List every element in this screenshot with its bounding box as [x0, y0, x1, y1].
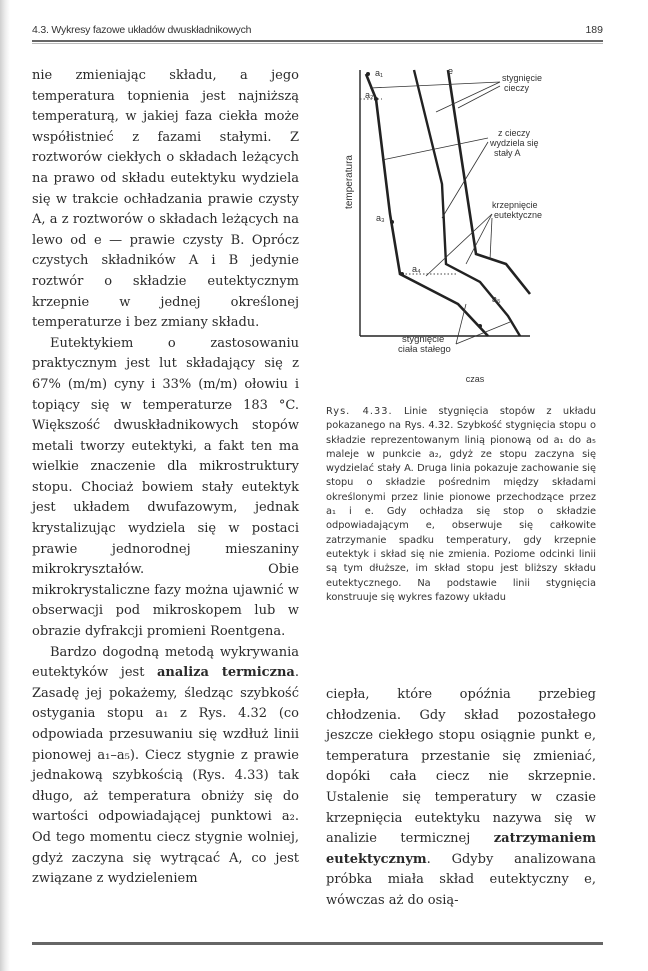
right-paragraph-start: ciepła, które opóźnia przebieg chłodzenia. Gdy skład pozostałego jeszcze ciekłego stopu osiągnie punkt e, temperatura przestanie się zmieniać, dopóki cała ciecz nie skrzepnie. Ustalenie się temperatury w czasie krzepnięcia eutektyku nazywa się w analizie termicznej — [326, 687, 596, 847]
cooling-curves-figure — [330, 64, 590, 386]
right-paragraph — [326, 685, 596, 912]
x-axis-label: czas — [465, 374, 485, 384]
point-a3-label: a₃ — [376, 213, 385, 223]
section-title: 4.3. Wykresy fazowe układów dwuskładnikowych — [32, 24, 252, 36]
point-a2-label: a₂ — [365, 90, 374, 100]
running-header — [32, 24, 603, 40]
right-column — [326, 685, 596, 912]
annotation-precipitation: z cieczy wydziela się stały A — [490, 128, 539, 158]
annotation-cooling-liquid: stygnięcie cieczy — [502, 73, 543, 93]
y-axis-label: temperatura — [344, 155, 355, 209]
page-number: 189 — [585, 24, 603, 36]
point-e-label: e — [448, 66, 454, 76]
point-a5-marker — [478, 324, 482, 328]
term-eutectic-halt: zatrzymaniem eutektycznym — [326, 831, 596, 867]
term-thermal-analysis: analiza termiczna — [156, 665, 295, 681]
point-a5-label: a₅ — [492, 294, 501, 304]
paragraph-1: nie zmieniając składu, a jego temperatura topnienia jest najniższą temperaturą, w jakiej faza ciekła może współistnieć z fazami stałymi. Z roztworów ciekłych o składach leżących na prawo od składu eutektyku wydziela się w trakcie ochładzania prawie czysty A, a z roztworów o składach leżących na lewo od e — prawie czysty B. Oprócz czystych składników A i B jedynie roztwór o składzie eutektycznym krzepnie w jednej określonej temperaturze i bez zmiany składu. — [32, 68, 299, 331]
annotation-cooling-solid: stygnięcie ciała stałego — [398, 334, 451, 355]
header-rule — [32, 40, 603, 42]
figure-caption — [326, 405, 596, 605]
point-a4-label: a₄ — [412, 264, 421, 274]
scan-edge-shadow — [0, 0, 10, 971]
point-a2-marker — [374, 97, 378, 101]
paragraph-2: Eutektykiem o zastosowaniu praktycznym jest lut składający się z 67% (m/m) cyny i 33% (m/m) ołowiu i topiący się w temperaturze 183 °C. Większość dwuskładnikowych stopów metali tworzy eutektyki, a fakt ten ma wielkie znaczenie dla mikrostruktury stopu. Chociaż bowiem stały eutektyk jest układem dwufazowym, jednak krystalizując wydziela się w postaci prawie jednorodnej mieszaniny mikrokryształów. Obie mikrokrystaliczne fazy można ujawnić w obserwacji pod mikroskopem lub w obrazie dyfrakcji promieni Roentgena. — [32, 335, 299, 640]
annotation-eutectic: krzepnięcie eutektyczne — [492, 200, 543, 220]
right-paragraph-rest: . Gdyby analizowana próbka miała skład eutektyczny e, wówczas aż do osią- — [326, 851, 596, 908]
paragraph-3-start: Bardzo dogodną metodą wykrywania eutektyków jest — [32, 644, 299, 681]
caption-text: Linie stygnięcia stopów z układu pokazanego na Rys. 4.32. Szybkość stygnięcia stopu o składzie reprezentowanym linią pionową od a₁ do a₅ maleje w punkcie a₂, gdyż ze stopu zaczyna się wydzielać stały A. Druga linia pokazuje zachowanie się stopu o składzie pośrednim między składami określonymi przez linie pionowe przechodzące przez a₁ i e. Gdy ochładza się stop o składzie odpowiadającym e, obserwuje się całkowite zatrzymanie spadku temperatury, gdy krzepnie eutektyk i skład się nie zmienia. Poziome odcinki linii są tym dłuższe, im skład stopu jest bliższy składu eutektycznego. Na podstawie linii stygnięcia konstruuje się wykres fazowy układu — [326, 406, 596, 603]
header-rule-thin — [32, 43, 603, 44]
left-column — [32, 66, 299, 890]
caption-label: Rys. 4.33. — [326, 406, 393, 417]
cooling-curve-eutectic — [448, 70, 530, 294]
paragraph-3 — [32, 643, 299, 890]
point-a1-label: a₁ — [375, 68, 384, 78]
paragraph-3-rest: . Zasadę jej pokażemy, śledząc szybkość ostygania stopu a₁ z Rys. 4.32 (co odpowiada przesuwaniu się wzdłuż linii pionowej a₁–a₅). Ciecz stygnie z prawie jednakową szybkością (Rys. 4.33) tak długo, aż temperatura obniży się do wartości odpowiadającej punktowi a₂. Od tego momentu ciecz stygnie wolniej, gdyż zaczyna się wytrącać A, co jest związane z wydzieleniem — [32, 665, 299, 887]
point-a1-marker — [366, 72, 370, 76]
point-a3-marker — [390, 220, 394, 224]
footer-rule — [32, 942, 603, 945]
point-a4-marker — [400, 272, 404, 276]
